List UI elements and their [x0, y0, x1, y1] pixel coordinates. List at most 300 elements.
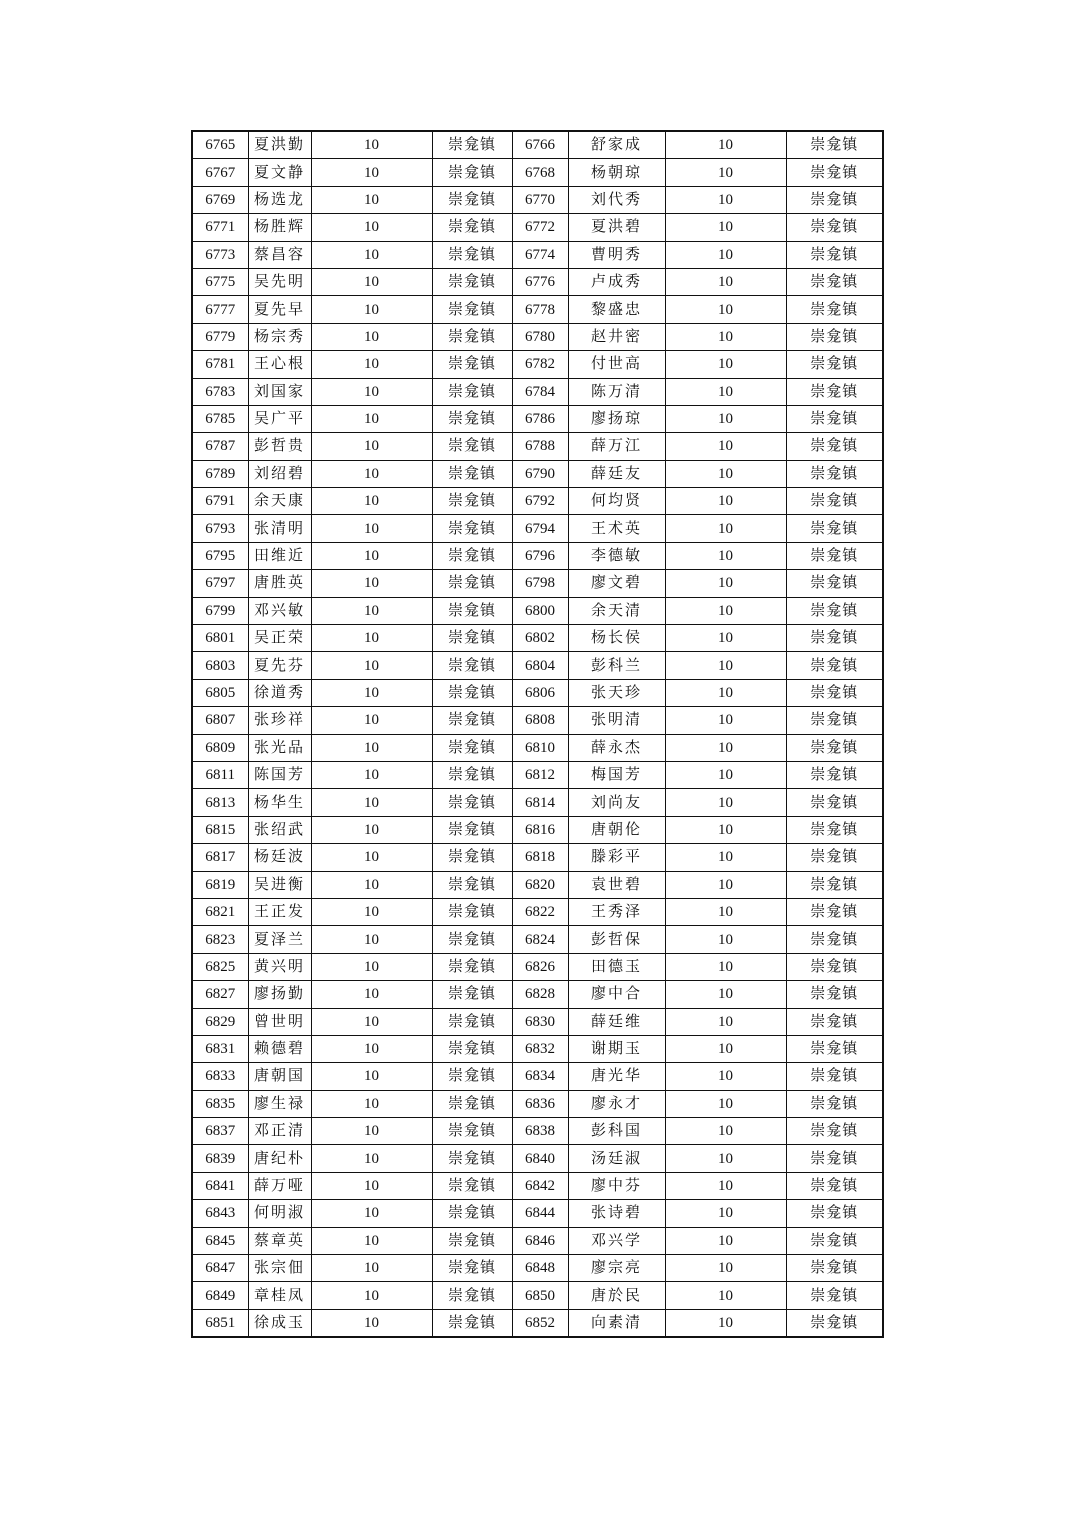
person-name-cell: 曹明秀	[568, 241, 665, 268]
town-name-cell: 崇龛镇	[432, 268, 512, 295]
record-number-cell: 6795	[192, 542, 248, 569]
amount-cell: 10	[311, 953, 432, 980]
record-number-cell: 6783	[192, 378, 248, 405]
person-name-cell: 张明清	[568, 707, 665, 734]
town-name-cell: 崇龛镇	[786, 214, 883, 241]
person-name-cell: 夏先早	[248, 296, 311, 323]
record-number-cell: 6850	[512, 1282, 568, 1309]
person-name-cell: 吴进衡	[248, 871, 311, 898]
record-number-cell: 6768	[512, 159, 568, 186]
amount-cell: 10	[665, 1309, 786, 1337]
record-number-cell: 6769	[192, 186, 248, 213]
record-number-cell: 6782	[512, 351, 568, 378]
person-name-cell: 唐朝国	[248, 1063, 311, 1090]
town-name-cell: 崇龛镇	[432, 241, 512, 268]
town-name-cell: 崇龛镇	[786, 679, 883, 706]
person-name-cell: 夏先芬	[248, 652, 311, 679]
person-name-cell: 徐道秀	[248, 679, 311, 706]
amount-cell: 10	[665, 323, 786, 350]
amount-cell: 10	[311, 1035, 432, 1062]
town-name-cell: 崇龛镇	[432, 1227, 512, 1254]
table-row	[192, 186, 883, 213]
person-name-cell: 廖扬琼	[568, 405, 665, 432]
town-name-cell: 崇龛镇	[786, 761, 883, 788]
record-number-cell: 6787	[192, 433, 248, 460]
town-name-cell: 崇龛镇	[432, 515, 512, 542]
table-row	[192, 351, 883, 378]
amount-cell: 10	[311, 625, 432, 652]
town-name-cell: 崇龛镇	[786, 1145, 883, 1172]
table-row	[192, 241, 883, 268]
amount-cell: 10	[665, 597, 786, 624]
person-name-cell: 张诗碧	[568, 1200, 665, 1227]
amount-cell: 10	[665, 898, 786, 925]
town-name-cell: 崇龛镇	[432, 1090, 512, 1117]
table-row	[192, 378, 883, 405]
record-number-cell: 6781	[192, 351, 248, 378]
amount-cell: 10	[311, 131, 432, 159]
person-name-cell: 滕彩平	[568, 844, 665, 871]
town-name-cell: 崇龛镇	[432, 1282, 512, 1309]
town-name-cell: 崇龛镇	[786, 488, 883, 515]
record-number-cell: 6836	[512, 1090, 568, 1117]
record-number-cell: 6807	[192, 707, 248, 734]
person-name-cell: 赵井密	[568, 323, 665, 350]
record-number-cell: 6780	[512, 323, 568, 350]
table-body	[192, 131, 883, 1337]
amount-cell: 10	[665, 268, 786, 295]
amount-cell: 10	[311, 1008, 432, 1035]
amount-cell: 10	[665, 981, 786, 1008]
person-name-cell: 何明淑	[248, 1200, 311, 1227]
town-name-cell: 崇龛镇	[432, 1255, 512, 1282]
amount-cell: 10	[665, 816, 786, 843]
record-number-cell: 6778	[512, 296, 568, 323]
amount-cell: 10	[311, 296, 432, 323]
table-row	[192, 488, 883, 515]
town-name-cell: 崇龛镇	[432, 460, 512, 487]
amount-cell: 10	[311, 1309, 432, 1337]
record-number-cell: 6837	[192, 1118, 248, 1145]
town-name-cell: 崇龛镇	[786, 597, 883, 624]
person-name-cell: 夏洪碧	[568, 214, 665, 241]
amount-cell: 10	[311, 981, 432, 1008]
record-number-cell: 6805	[192, 679, 248, 706]
record-number-cell: 6843	[192, 1200, 248, 1227]
town-name-cell: 崇龛镇	[786, 844, 883, 871]
town-name-cell: 崇龛镇	[786, 1008, 883, 1035]
amount-cell: 10	[665, 652, 786, 679]
town-name-cell: 崇龛镇	[432, 1200, 512, 1227]
record-number-cell: 6849	[192, 1282, 248, 1309]
person-name-cell: 吴正荣	[248, 625, 311, 652]
town-name-cell: 崇龛镇	[432, 488, 512, 515]
person-name-cell: 唐朝伦	[568, 816, 665, 843]
town-name-cell: 崇龛镇	[432, 570, 512, 597]
record-number-cell: 6835	[192, 1090, 248, 1117]
person-name-cell: 卢成秀	[568, 268, 665, 295]
table-row	[192, 734, 883, 761]
amount-cell: 10	[665, 186, 786, 213]
record-number-cell: 6840	[512, 1145, 568, 1172]
record-number-cell: 6808	[512, 707, 568, 734]
table-row	[192, 679, 883, 706]
record-number-cell: 6766	[512, 131, 568, 159]
person-name-cell: 薛廷维	[568, 1008, 665, 1035]
person-name-cell: 刘绍碧	[248, 460, 311, 487]
amount-cell: 10	[311, 1172, 432, 1199]
town-name-cell: 崇龛镇	[786, 1255, 883, 1282]
town-name-cell: 崇龛镇	[786, 707, 883, 734]
person-name-cell: 舒家成	[568, 131, 665, 159]
town-name-cell: 崇龛镇	[432, 159, 512, 186]
record-number-cell: 6823	[192, 926, 248, 953]
table-row	[192, 816, 883, 843]
table-row	[192, 214, 883, 241]
table-row	[192, 268, 883, 295]
record-number-cell: 6790	[512, 460, 568, 487]
table-row	[192, 625, 883, 652]
amount-cell: 10	[665, 679, 786, 706]
record-number-cell: 6779	[192, 323, 248, 350]
person-name-cell: 黄兴明	[248, 953, 311, 980]
person-name-cell: 廖中合	[568, 981, 665, 1008]
record-number-cell: 6774	[512, 241, 568, 268]
table-row	[192, 296, 883, 323]
person-name-cell: 夏文静	[248, 159, 311, 186]
town-name-cell: 崇龛镇	[786, 1090, 883, 1117]
person-name-cell: 向素清	[568, 1309, 665, 1337]
amount-cell: 10	[311, 460, 432, 487]
town-name-cell: 崇龛镇	[432, 898, 512, 925]
town-name-cell: 崇龛镇	[786, 1035, 883, 1062]
record-number-cell: 6834	[512, 1063, 568, 1090]
amount-cell: 10	[311, 488, 432, 515]
person-name-cell: 何均贤	[568, 488, 665, 515]
town-name-cell: 崇龛镇	[432, 214, 512, 241]
person-name-cell: 王术英	[568, 515, 665, 542]
town-name-cell: 崇龛镇	[432, 378, 512, 405]
record-number-cell: 6800	[512, 597, 568, 624]
person-name-cell: 袁世碧	[568, 871, 665, 898]
amount-cell: 10	[665, 405, 786, 432]
table-row	[192, 1145, 883, 1172]
amount-cell: 10	[665, 1008, 786, 1035]
table-row	[192, 1200, 883, 1227]
amount-cell: 10	[311, 816, 432, 843]
town-name-cell: 崇龛镇	[432, 1118, 512, 1145]
amount-cell: 10	[665, 734, 786, 761]
amount-cell: 10	[665, 214, 786, 241]
record-number-cell: 6842	[512, 1172, 568, 1199]
amount-cell: 10	[665, 926, 786, 953]
record-number-cell: 6811	[192, 761, 248, 788]
record-number-cell: 6824	[512, 926, 568, 953]
amount-cell: 10	[665, 625, 786, 652]
amount-cell: 10	[311, 186, 432, 213]
person-name-cell: 张清明	[248, 515, 311, 542]
person-name-cell: 廖文碧	[568, 570, 665, 597]
person-name-cell: 余天清	[568, 597, 665, 624]
record-number-cell: 6801	[192, 625, 248, 652]
record-number-cell: 6832	[512, 1035, 568, 1062]
town-name-cell: 崇龛镇	[432, 625, 512, 652]
town-name-cell: 崇龛镇	[786, 926, 883, 953]
amount-cell: 10	[311, 241, 432, 268]
amount-cell: 10	[665, 241, 786, 268]
town-name-cell: 崇龛镇	[786, 816, 883, 843]
town-name-cell: 崇龛镇	[786, 131, 883, 159]
person-name-cell: 赖德碧	[248, 1035, 311, 1062]
town-name-cell: 崇龛镇	[786, 351, 883, 378]
town-name-cell: 崇龛镇	[432, 186, 512, 213]
person-name-cell: 陈万清	[568, 378, 665, 405]
person-name-cell: 唐光华	[568, 1063, 665, 1090]
town-name-cell: 崇龛镇	[786, 542, 883, 569]
person-name-cell: 杨朝琼	[568, 159, 665, 186]
town-name-cell: 崇龛镇	[432, 789, 512, 816]
person-name-cell: 张光品	[248, 734, 311, 761]
table-row	[192, 131, 883, 159]
amount-cell: 10	[665, 1035, 786, 1062]
person-name-cell: 张宗佃	[248, 1255, 311, 1282]
record-number-cell: 6789	[192, 460, 248, 487]
amount-cell: 10	[311, 433, 432, 460]
town-name-cell: 崇龛镇	[786, 460, 883, 487]
person-name-cell: 徐成玉	[248, 1309, 311, 1337]
town-name-cell: 崇龛镇	[786, 186, 883, 213]
amount-cell: 10	[665, 1090, 786, 1117]
town-name-cell: 崇龛镇	[432, 542, 512, 569]
person-name-cell: 廖永才	[568, 1090, 665, 1117]
amount-cell: 10	[665, 1172, 786, 1199]
town-name-cell: 崇龛镇	[786, 1200, 883, 1227]
amount-cell: 10	[311, 570, 432, 597]
record-number-cell: 6815	[192, 816, 248, 843]
person-name-cell: 谢期玉	[568, 1035, 665, 1062]
person-name-cell: 蔡章英	[248, 1227, 311, 1254]
amount-cell: 10	[665, 953, 786, 980]
record-number-cell: 6851	[192, 1309, 248, 1337]
town-name-cell: 崇龛镇	[786, 734, 883, 761]
record-number-cell: 6838	[512, 1118, 568, 1145]
record-number-cell: 6796	[512, 542, 568, 569]
person-name-cell: 张珍祥	[248, 707, 311, 734]
amount-cell: 10	[665, 1282, 786, 1309]
amount-cell: 10	[311, 542, 432, 569]
town-name-cell: 崇龛镇	[432, 707, 512, 734]
person-name-cell: 田维近	[248, 542, 311, 569]
person-name-cell: 汤廷淑	[568, 1145, 665, 1172]
amount-cell: 10	[665, 871, 786, 898]
town-name-cell: 崇龛镇	[786, 1309, 883, 1337]
amount-cell: 10	[311, 1282, 432, 1309]
town-name-cell: 崇龛镇	[786, 871, 883, 898]
record-number-cell: 6792	[512, 488, 568, 515]
amount-cell: 10	[311, 734, 432, 761]
amount-cell: 10	[311, 1118, 432, 1145]
amount-cell: 10	[665, 296, 786, 323]
amount-cell: 10	[311, 323, 432, 350]
person-name-cell: 陈国芳	[248, 761, 311, 788]
amount-cell: 10	[311, 761, 432, 788]
record-number-cell: 6771	[192, 214, 248, 241]
amount-cell: 10	[311, 515, 432, 542]
record-number-cell: 6833	[192, 1063, 248, 1090]
record-number-cell: 6822	[512, 898, 568, 925]
amount-cell: 10	[665, 433, 786, 460]
person-name-cell: 刘国家	[248, 378, 311, 405]
table-row	[192, 898, 883, 925]
person-name-cell: 杨胜辉	[248, 214, 311, 241]
record-number-cell: 6797	[192, 570, 248, 597]
person-name-cell: 廖中芬	[568, 1172, 665, 1199]
record-number-cell: 6845	[192, 1227, 248, 1254]
record-number-cell: 6804	[512, 652, 568, 679]
amount-cell: 10	[665, 515, 786, 542]
person-name-cell: 曾世明	[248, 1008, 311, 1035]
amount-cell: 10	[311, 844, 432, 871]
person-name-cell: 廖生禄	[248, 1090, 311, 1117]
amount-cell: 10	[311, 597, 432, 624]
amount-cell: 10	[311, 405, 432, 432]
town-name-cell: 崇龛镇	[786, 405, 883, 432]
town-name-cell: 崇龛镇	[432, 1008, 512, 1035]
town-name-cell: 崇龛镇	[432, 296, 512, 323]
person-name-cell: 彭科兰	[568, 652, 665, 679]
amount-cell: 10	[311, 707, 432, 734]
record-number-cell: 6852	[512, 1309, 568, 1337]
person-name-cell: 邓正清	[248, 1118, 311, 1145]
record-number-cell: 6839	[192, 1145, 248, 1172]
table-row	[192, 1282, 883, 1309]
record-number-cell: 6788	[512, 433, 568, 460]
record-number-cell: 6831	[192, 1035, 248, 1062]
amount-cell: 10	[665, 1227, 786, 1254]
amount-cell: 10	[665, 707, 786, 734]
record-number-cell: 6812	[512, 761, 568, 788]
person-name-cell: 薛廷友	[568, 460, 665, 487]
person-name-cell: 唐纪朴	[248, 1145, 311, 1172]
amount-cell: 10	[311, 1090, 432, 1117]
person-name-cell: 薛万哑	[248, 1172, 311, 1199]
record-number-cell: 6825	[192, 953, 248, 980]
record-number-cell: 6785	[192, 405, 248, 432]
town-name-cell: 崇龛镇	[432, 1309, 512, 1337]
table-row	[192, 926, 883, 953]
town-name-cell: 崇龛镇	[786, 323, 883, 350]
amount-cell: 10	[311, 1200, 432, 1227]
record-number-cell: 6773	[192, 241, 248, 268]
person-name-cell: 廖宗亮	[568, 1255, 665, 1282]
town-name-cell: 崇龛镇	[786, 1063, 883, 1090]
record-number-cell: 6791	[192, 488, 248, 515]
record-number-cell: 6802	[512, 625, 568, 652]
person-name-cell: 彭科国	[568, 1118, 665, 1145]
amount-cell: 10	[311, 871, 432, 898]
record-number-cell: 6799	[192, 597, 248, 624]
amount-cell: 10	[665, 1118, 786, 1145]
person-name-cell: 夏洪勤	[248, 131, 311, 159]
amount-cell: 10	[311, 1227, 432, 1254]
table-row	[192, 761, 883, 788]
person-name-cell: 张天珍	[568, 679, 665, 706]
record-number-cell: 6841	[192, 1172, 248, 1199]
table-row	[192, 1118, 883, 1145]
town-name-cell: 崇龛镇	[432, 679, 512, 706]
amount-cell: 10	[665, 542, 786, 569]
record-number-cell: 6826	[512, 953, 568, 980]
person-name-cell: 吴先明	[248, 268, 311, 295]
record-number-cell: 6846	[512, 1227, 568, 1254]
amount-cell: 10	[665, 1255, 786, 1282]
record-number-cell: 6829	[192, 1008, 248, 1035]
record-number-cell: 6828	[512, 981, 568, 1008]
town-name-cell: 崇龛镇	[432, 1063, 512, 1090]
person-name-cell: 唐胜英	[248, 570, 311, 597]
town-name-cell: 崇龛镇	[786, 1172, 883, 1199]
amount-cell: 10	[665, 378, 786, 405]
town-name-cell: 崇龛镇	[432, 351, 512, 378]
table-row	[192, 323, 883, 350]
person-name-cell: 蔡昌容	[248, 241, 311, 268]
town-name-cell: 崇龛镇	[432, 433, 512, 460]
town-name-cell: 崇龛镇	[432, 1172, 512, 1199]
town-name-cell: 崇龛镇	[786, 953, 883, 980]
table-row	[192, 405, 883, 432]
town-name-cell: 崇龛镇	[432, 953, 512, 980]
amount-cell: 10	[311, 214, 432, 241]
person-name-cell: 张绍武	[248, 816, 311, 843]
record-number-cell: 6848	[512, 1255, 568, 1282]
town-name-cell: 崇龛镇	[432, 1035, 512, 1062]
table-row	[192, 1035, 883, 1062]
amount-cell: 10	[311, 789, 432, 816]
record-number-cell: 6770	[512, 186, 568, 213]
person-name-cell: 王心根	[248, 351, 311, 378]
table-row	[192, 1309, 883, 1337]
town-name-cell: 崇龛镇	[432, 871, 512, 898]
record-number-cell: 6786	[512, 405, 568, 432]
table-row	[192, 789, 883, 816]
table-row	[192, 570, 883, 597]
table-row	[192, 1063, 883, 1090]
record-number-cell: 6810	[512, 734, 568, 761]
town-name-cell: 崇龛镇	[786, 515, 883, 542]
amount-cell: 10	[665, 844, 786, 871]
record-number-cell: 6844	[512, 1200, 568, 1227]
amount-cell: 10	[311, 1063, 432, 1090]
roster-table	[191, 130, 884, 1338]
person-name-cell: 薛永杰	[568, 734, 665, 761]
town-name-cell: 崇龛镇	[786, 1282, 883, 1309]
table-row	[192, 707, 883, 734]
town-name-cell: 崇龛镇	[786, 433, 883, 460]
record-number-cell: 6765	[192, 131, 248, 159]
record-number-cell: 6827	[192, 981, 248, 1008]
amount-cell: 10	[665, 1145, 786, 1172]
person-name-cell: 田德玉	[568, 953, 665, 980]
table-row	[192, 844, 883, 871]
record-number-cell: 6847	[192, 1255, 248, 1282]
record-number-cell: 6775	[192, 268, 248, 295]
record-number-cell: 6772	[512, 214, 568, 241]
person-name-cell: 杨选龙	[248, 186, 311, 213]
record-number-cell: 6818	[512, 844, 568, 871]
amount-cell: 10	[311, 351, 432, 378]
town-name-cell: 崇龛镇	[786, 159, 883, 186]
person-name-cell: 刘代秀	[568, 186, 665, 213]
